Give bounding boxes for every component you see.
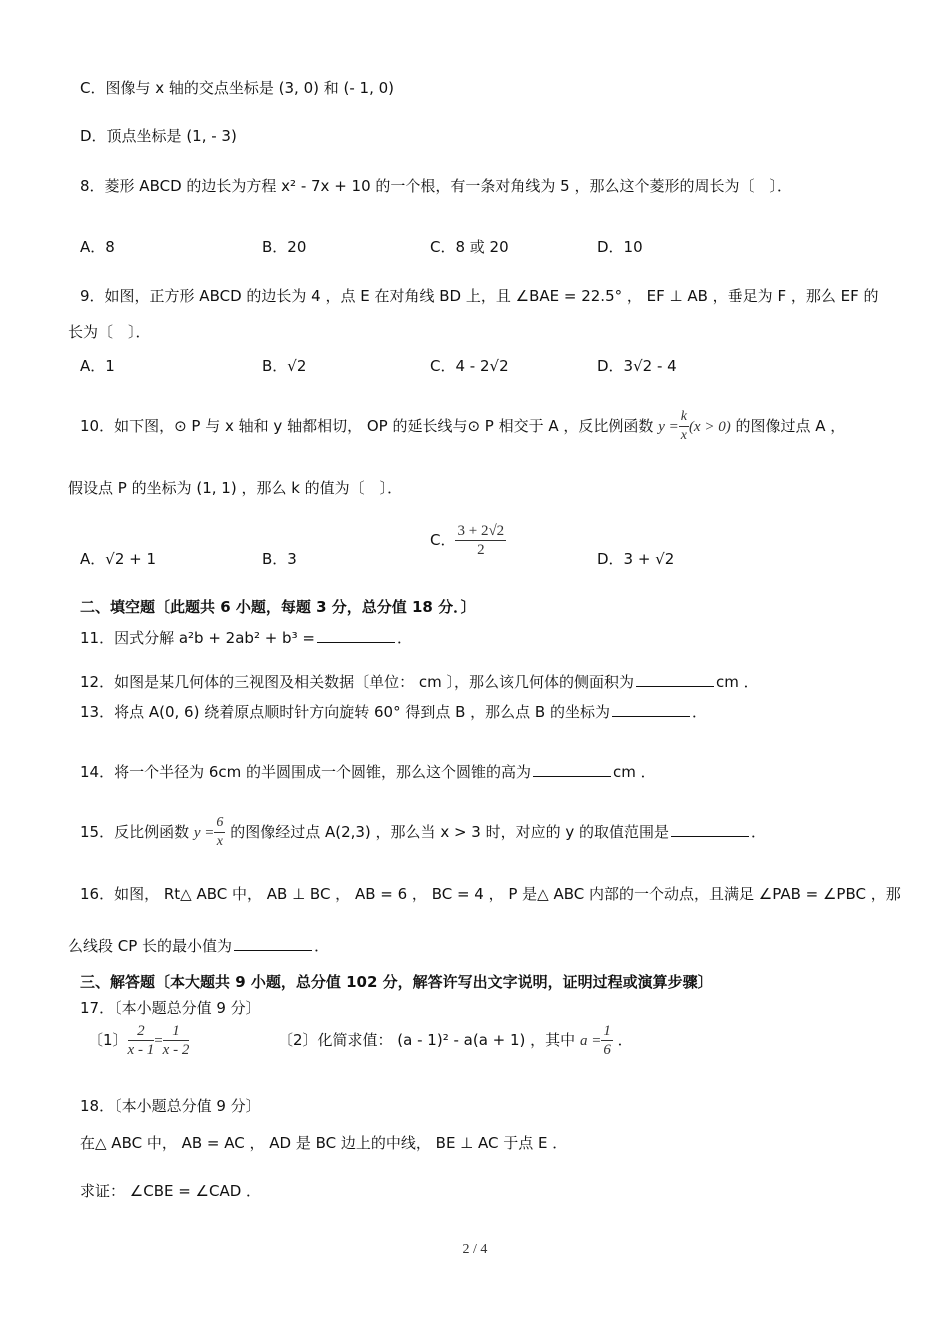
q16-line1: 16．如图， Rt△ ABC 中， AB ⊥ BC ， AB = 6 ， BC = 4 ， P 是△ ABC 内部的一个动点，且满足 ∠PAB = ∠PBC ，那 — [80, 885, 901, 903]
q15-fraction-denominator: x — [216, 834, 224, 849]
q8-stem: 8．菱形 ABCD 的边长为方程 x² - 7x + 10 的一个根，有一条对角线为 5 ，那么这个菱形的周长为〔 〕． — [80, 177, 792, 195]
q12 — [80, 672, 759, 692]
q9-option-d: D．3√2 - 4 — [597, 357, 677, 375]
q15 — [80, 814, 766, 851]
q13-text: 13．将点 A(0, 6) 绕着原点顺时针方向旋转 60° 得到点 B ，那么点 B 的坐标为 — [80, 703, 610, 721]
q10-option-d: D．3 + √2 — [597, 550, 675, 568]
q17-left-denominator: x - 1 — [127, 1042, 155, 1058]
q17-right-denominator: x - 2 — [162, 1042, 190, 1058]
q17-left-fraction — [128, 1022, 155, 1059]
answer-blank[interactable] — [612, 702, 690, 717]
q15-function-lhs: y = — [193, 825, 215, 841]
q9-option-b: B．√2 — [262, 357, 307, 375]
q8-option-d: D．10 — [597, 238, 643, 256]
q10-option-c — [430, 522, 506, 559]
q10-stem-line2: 假设点 P 的坐标为 (1, 1) ，那么 k 的值为〔 〕． — [68, 479, 403, 497]
q10-stem-line1 — [80, 408, 845, 445]
q7-option-c: C．图像与 x 轴的交点坐标是 (3, 0) 和 (- 1, 0) — [80, 79, 395, 97]
q13 — [80, 702, 707, 722]
q17-part2-fraction — [601, 1022, 613, 1059]
q18-head: 18．〔本小题总分值 9 分〕 — [80, 1097, 261, 1115]
q15-end: ． — [751, 823, 767, 841]
q10-option-c-denominator: 2 — [477, 542, 485, 558]
q11 — [80, 628, 412, 648]
q17-part2-lhs: a = — [579, 1033, 602, 1049]
q14-text: 14．将一个半径为 6cm 的半圆围成一个圆锥，那么这个圆锥的高为 — [80, 763, 532, 781]
q17-equals: = — [154, 1033, 163, 1049]
q17-left-numerator: 2 — [128, 1022, 155, 1041]
answer-blank[interactable] — [234, 936, 312, 951]
q18-body: 在△ ABC 中， AB = AC ， AD 是 BC 边上的中线， BE ⊥ AC 于点 E ． — [80, 1134, 568, 1152]
q15-function-fraction — [214, 814, 225, 851]
q16-text: 么线段 CP 长的最小值为 — [68, 937, 233, 955]
q14-end: cm ． — [613, 763, 656, 781]
answer-blank[interactable] — [636, 672, 714, 687]
q10-option-c-fraction — [455, 522, 506, 559]
q10-stem-text-a: 10．如下图，⊙ P 与 x 轴和 y 轴都相切， OP 的延长线与⊙ P 相交于 A ，反比例函数 — [80, 417, 654, 435]
q10-fraction-denominator: x — [680, 428, 687, 443]
q10-function-lhs: y = — [658, 419, 679, 435]
q16-line2 — [68, 936, 329, 956]
q10-function-condition: (x > 0) — [688, 419, 731, 435]
q12-end: cm ． — [716, 673, 759, 691]
q17-part2-text: 〔2〕化简求值： (a - 1)² - a(a + 1) ，其中 — [278, 1031, 576, 1049]
answer-blank[interactable] — [671, 822, 749, 837]
q17-right-numerator: 1 — [163, 1022, 190, 1041]
q17-part2 — [278, 1022, 633, 1059]
q17-part2-end: ． — [617, 1031, 633, 1049]
q15-text-b: 的图像经过点 A(2,3) ，那么当 x > 3 时，对应的 y 的取值范围是 — [230, 823, 670, 841]
q17-right-fraction — [163, 1022, 190, 1059]
page-number: 2 / 4 — [462, 1242, 488, 1257]
section2-title: 二、填空题〔此题共 6 小题，每题 3 分，总分值 18 分．〕 — [80, 598, 476, 616]
q8-option-a: A．8 — [80, 238, 115, 256]
q10-option-c-numerator: 3 + 2√2 — [457, 523, 505, 539]
answer-blank[interactable] — [317, 628, 395, 643]
q17-part2-numerator: 1 — [603, 1023, 611, 1039]
q9-stem-line2: 长为〔 〕． — [68, 323, 151, 341]
q8-option-b: B．20 — [262, 238, 307, 256]
q17-part1 — [88, 1022, 189, 1059]
q15-text-a: 15．反比例函数 — [80, 823, 190, 841]
section3-title: 三、解答题〔本大题共 9 小题，总分值 102 分，解答许写出文字说明，证明过程或演算步骤〕 — [80, 973, 713, 991]
q14 — [80, 762, 656, 782]
q11-text: 11．因式分解 a²b + 2ab² + b³ = — [80, 629, 315, 647]
q13-end: ． — [692, 703, 708, 721]
q17-part1-label: 〔1〕 — [88, 1031, 128, 1049]
q10-stem-text-b: 的图像过点 A ， — [735, 417, 846, 435]
q10-function-fraction — [679, 408, 689, 445]
q18-prove: 求证： ∠CBE = ∠CAD ． — [80, 1182, 262, 1200]
q10-fraction-numerator: k — [679, 408, 689, 427]
q9-stem-line1: 9．如图，正方形 ABCD 的边长为 4 ，点 E 在对角线 BD 上，且 ∠BAE = 22.5° ， EF ⊥ AB ，垂足为 F ，那么 EF 的 — [80, 287, 879, 305]
q10-option-b: B．3 — [262, 550, 297, 568]
q7-option-d: D．顶点坐标是 (1, - 3) — [80, 127, 237, 145]
answer-blank[interactable] — [533, 762, 611, 777]
q10-option-a: A．√2 + 1 — [80, 550, 157, 568]
q11-end: ． — [396, 629, 412, 647]
q17-head: 17．〔本小题总分值 9 分〕 — [80, 999, 261, 1017]
q8-option-c: C．8 或 20 — [430, 238, 509, 256]
q16-end: ． — [314, 937, 330, 955]
q17-part2-denominator: 6 — [603, 1042, 611, 1058]
q15-fraction-numerator: 6 — [214, 814, 225, 833]
q9-option-a: A．1 — [80, 357, 115, 375]
q12-text: 12．如图是某几何体的三视图及相关数据〔单位： cm 〕，那么该几何体的侧面积为 — [80, 673, 634, 691]
q9-option-c: C．4 - 2√2 — [430, 357, 509, 375]
q10-option-c-label: C． — [430, 531, 456, 549]
